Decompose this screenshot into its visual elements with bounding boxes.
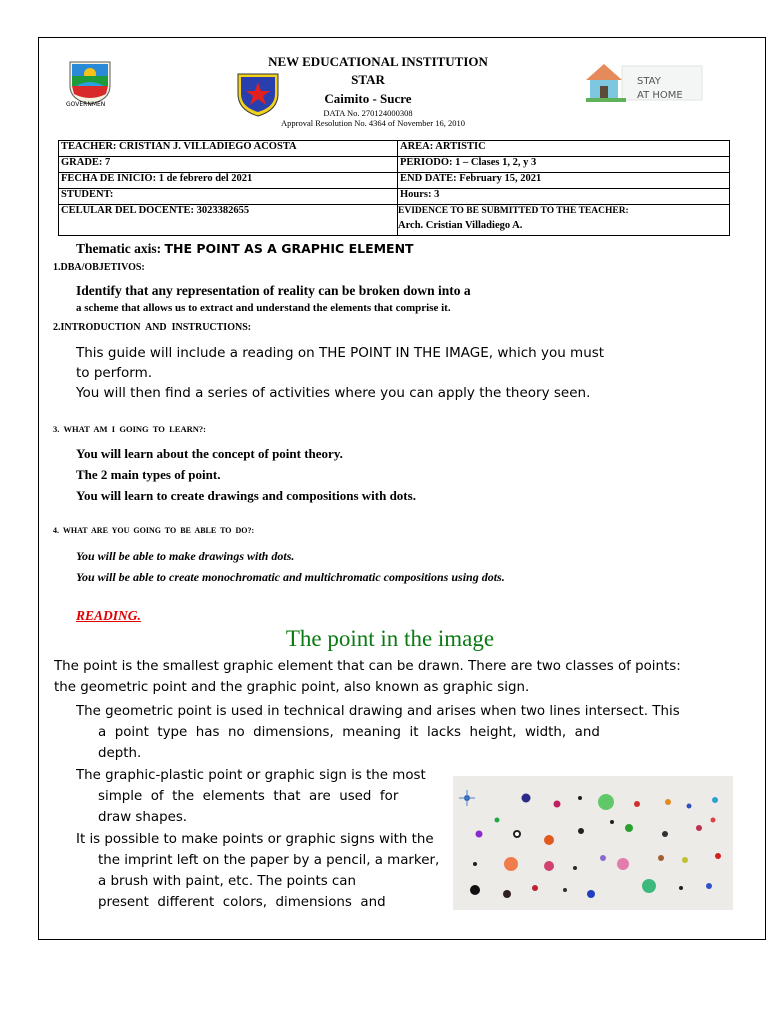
abilities-list [76,546,505,588]
table-row [59,173,730,189]
bullet-graphic-point [76,765,426,828]
area-cell: AREA: ARTISTIC [398,141,730,157]
bullet-making-points [76,829,439,913]
hours-cell: Hours: 3 [398,189,730,205]
end-date-cell: END DATE: February 15, 2021 [398,173,730,189]
start-date-cell: FECHA DE INICIO: 1 de febrero del 2021 [59,173,398,189]
bullet-geometric-point [76,701,680,764]
bullet-line: The geometric point is used in technical drawing and arises when two lines intersect. This [76,704,680,719]
teacher-cell: TEACHER: CRISTIAN J. VILLADIEGO ACOSTA [59,141,398,157]
reading-label: READING. [76,608,141,623]
introduction-text [76,343,604,403]
objective-line2: a scheme that allows us to extract and understand the elements that comprise it. [76,302,451,314]
intro-line: to perform. [76,365,153,381]
evidence-label: EVIDENCE TO BE SUBMITTED TO THE TEACHER: [398,206,629,216]
table-row [59,189,730,205]
bullet-line: a point type has no dimensions, meaning it lacks height, width, and [98,725,600,740]
section3-title: 3. WHAT AM I GOING TO LEARN?: [53,424,206,434]
at-home-text: AT HOME [637,90,683,101]
dane-code: DATA No. 270124000308 [323,108,413,118]
bullet-line: draw shapes. [98,810,188,825]
section1-title: 1.DBA/OBJETIVOS: [53,262,145,273]
graphic-points-image [453,776,733,910]
institution-star: STAR [351,72,385,87]
grade-cell: GRADE: 7 [59,157,398,173]
thematic-axis [76,241,414,257]
evidence-cell [398,205,730,236]
learn-list [76,443,416,506]
objective-line1: Identify that any representation of reality can be broken down into a [76,283,471,298]
bullet-line: present different colors, dimensions and [98,895,386,910]
evidence-value: Arch. Cristian Villadiego A. [398,220,523,231]
bullet-line: depth. [98,746,142,761]
institution-name: NEW EDUCATIONAL INSTITUTION [268,54,488,69]
table-row [59,141,730,157]
paragraph-line: The point is the smallest graphic element that can be drawn. There are two classes of points: [54,659,681,674]
table-row [59,157,730,173]
table-row [59,205,730,236]
bullet-line: a brush with paint, etc. The points can [98,874,356,889]
section2-title: 2.INTRODUCTION AND INSTRUCTIONS: [53,322,252,333]
bullet-line: It is possible to make points or graphic signs with the [76,832,434,847]
thematic-value: THE POINT AS A GRAPHIC ELEMENT [164,241,414,256]
government-caption: GOVERNMEN [66,101,106,108]
reading-paragraph [54,656,681,698]
bullet-line: The graphic-plastic point or graphic sign is the most [76,768,426,783]
student-cell: STUDENT: [59,189,398,205]
intro-line: You will then find a series of activities where you can apply the theory seen. [76,385,591,401]
institution-location: Caimito - Sucre [324,91,412,106]
paragraph-line: the geometric point and the graphic point, also known as graphic sign. [54,680,530,695]
list-item: You will be able to make drawings with dots. [76,549,295,563]
reading-title: The point in the image [285,626,495,651]
period-cell: PERIODO: 1 – Clases 1, 2, y 3 [398,157,730,173]
list-item: The 2 main types of point. [76,467,221,482]
intro-line: This guide will include a reading on THE POINT IN THE IMAGE, which you must [76,345,605,361]
teacher-phone-cell: CELULAR DEL DOCENTE: 3023382655 [59,205,398,236]
section4-title: 4. WHAT ARE YOU GOING TO BE ABLE TO DO?: [53,526,255,535]
list-item: You will be able to create monochromatic and multichromatic compositions using dots. [76,570,505,584]
list-item: You will learn about the concept of point theory. [76,446,343,461]
list-item: You will learn to create drawings and compositions with dots. [76,488,416,503]
stay-home-text [637,75,683,103]
info-table [58,140,730,236]
bullet-line: simple of the elements that are used for [98,789,399,804]
bullet-line: the imprint left on the paper by a pencil, a marker, [98,853,440,868]
approval-resolution: Approval Resolution No. 4364 of November 16, 2010 [281,118,465,128]
thematic-prefix: Thematic axis: [76,241,165,256]
stay-text: STAY [637,76,661,87]
